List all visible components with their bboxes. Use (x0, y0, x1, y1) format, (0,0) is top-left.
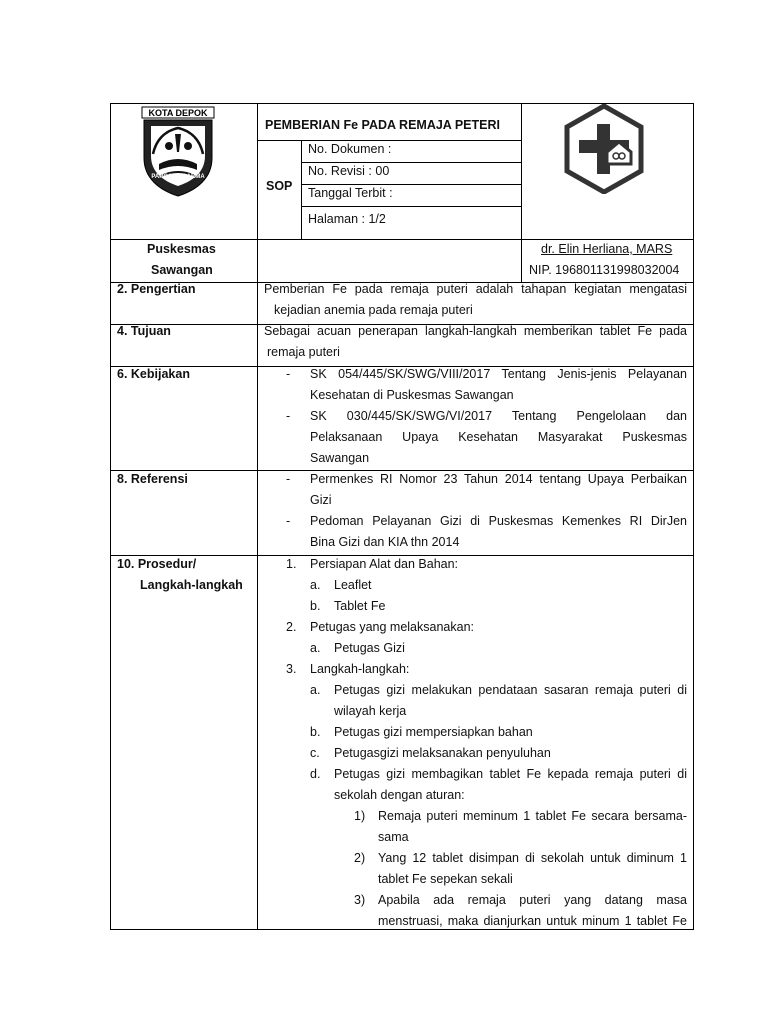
kebijakan-item2-1: SK 030/445/SK/SWG/VI/2017 Tentang Pengelolaan dan (310, 409, 687, 423)
rule-2-1: Yang 12 tablet disimpan di sekolah untuk diminum 1 (378, 851, 687, 865)
step-1: Persiapan Alat dan Bahan: (310, 557, 459, 571)
section-pengertian (110, 283, 694, 325)
section-tujuan (110, 325, 694, 367)
tujuan-text-1: Sebagai acuan penerapan langkah-langkah memberikan tablet Fe pada (264, 324, 687, 338)
step-1b: Tablet Fe (334, 599, 386, 613)
kota-depok-logo (139, 106, 217, 198)
kebijakan-item1-1: SK 054/445/SK/SWG/VIII/2017 Tentang Jenis-jenis Pelayanan (310, 367, 687, 381)
referensi-item1-1: Permenkes RI Nomor 23 Tahun 2014 tentang Upaya Perbaikan (310, 472, 687, 486)
label-tujuan: 4. Tujuan (117, 324, 171, 338)
step-2a: Petugas Gizi (334, 641, 405, 655)
rule-1-2: sama (378, 830, 409, 844)
step-2: Petugas yang melaksanakan: (310, 620, 474, 634)
step-3b: Petugas gizi mempersiapkan bahan (334, 725, 533, 739)
rule-1-1: Remaja puteri meminum 1 tablet Fe secara bersama- (378, 809, 687, 823)
step-3d-1: Petugas gizi membagikan tablet Fe kepada remaja puteri di (334, 767, 687, 781)
puskesmas-name-2: Sawangan (151, 263, 213, 277)
signer-nip: NIP. 196801131998032004 (529, 263, 680, 277)
signer-name: dr. Elin Herliana, MARS (541, 242, 673, 256)
puskesmas-logo (559, 104, 649, 194)
section-kebijakan: 6. Kebijakan - SK 054/445/SK/SWG/VIII/2017 Tentang Jenis-jenis Pelayanan Kesehatan di Puskesmas Sawangan - SK 030/445/SK/SWG/VI/2017 Tentang Pengelolaan dan Pelaksanaan Upaya Kesehatan Masyarakat Puskesmas Sawangan (110, 367, 694, 471)
referensi-item2-2: Bina Gizi dan KIA thn 2014 (310, 535, 460, 549)
section-prosedur: 10. Prosedur/ Langkah-langkah 1. Persiapan Alat dan Bahan: a. Leaflet b. Tablet Fe 2. Petugas yang melaksanakan: a. Petugas Gizi 3. Langkah-langkah: a. Petugas gizi melakukan pendataan sasaran remaja puteri di wilayah kerja b. Petugas gizi mempersiapkan bahan c. Petugasgizi melaksanakan penyuluhan d. Petugas gizi membagikan tablet Fe kepada remaja puteri di sekolah dengan aturan: 1) Remaja puteri meminum 1 tablet Fe secara bersama- sama 2) Yang 12 tablet disimpan di sekolah untuk diminum 1 tablet Fe sepekan sekali 3) Apabila ada remaja puteri yang datang masa menstruasi, maka dianjurkan untuk minum 1 tablet Fe (110, 556, 694, 930)
referensi-item2-1: Pedoman Pelayanan Gizi di Puskesmas Kemenkes RI DirJen (310, 514, 687, 528)
pengertian-text-2: kejadian anemia pada remaja puteri (274, 303, 473, 317)
label-referensi: 8. Referensi (117, 472, 188, 486)
referensi-item1-2: Gizi (310, 493, 332, 507)
rule-3-1: Apabila ada remaja puteri yang datang masa (378, 893, 687, 907)
step-3d-2: sekolah dengan aturan: (334, 788, 465, 802)
pengertian-text-1: Pemberian Fe pada remaja puteri adalah tahapan kegiatan mengatasi (264, 282, 687, 296)
kebijakan-item2-3: Sawangan (310, 451, 370, 465)
kebijakan-item1-2: Kesehatan di Puskesmas Sawangan (310, 388, 514, 402)
puskesmas-name-1: Puskesmas (147, 242, 216, 256)
label-prosedur: 10. Prosedur/ (117, 557, 197, 571)
step-3c: Petugasgizi melaksanakan penyuluhan (334, 746, 551, 760)
revision-number: No. Revisi : 00 (308, 164, 390, 178)
doc-number: No. Dokumen : (308, 142, 392, 156)
label-kebijakan: 6. Kebijakan (117, 367, 190, 381)
logo-motto: PARCARA DARMA (151, 174, 205, 180)
sop-header (110, 103, 694, 283)
kebijakan-item2-2: Pelaksanaan Upaya Kesehatan Masyarakat Puskesmas (310, 430, 687, 444)
svg-text:KOTA DEPOK: KOTA DEPOK (148, 108, 208, 118)
label-langkah: Langkah-langkah (140, 578, 243, 592)
step-3a-2: wilayah kerja (334, 704, 407, 718)
document-title: PEMBERIAN Fe PADA REMAJA PETERI (265, 118, 500, 132)
step-1a: Leaflet (334, 578, 372, 592)
page-number: Halaman : 1/2 (308, 212, 386, 226)
step-3: Langkah-langkah: (310, 662, 410, 676)
section-referensi: 8. Referensi - Permenkes RI Nomor 23 Tahun 2014 tentang Upaya Perbaikan Gizi - Pedoman Pelayanan Gizi di Puskesmas Kemenkes RI DirJen Bina Gizi dan KIA thn 2014 (110, 471, 694, 556)
tujuan-text-2: remaja puteri (267, 345, 340, 359)
issue-date: Tanggal Terbit : (308, 186, 393, 200)
label-pengertian: 2. Pengertian (117, 282, 196, 296)
rule-2-2: tablet Fe sepekan sekali (378, 872, 513, 886)
step-3a-1: Petugas gizi melakukan pendataan sasaran remaja puteri di (334, 683, 687, 697)
rule-3-2: menstruasi, maka dianjurkan untuk minum 1 tablet Fe (378, 914, 687, 928)
sop-label: SOP (266, 179, 293, 193)
